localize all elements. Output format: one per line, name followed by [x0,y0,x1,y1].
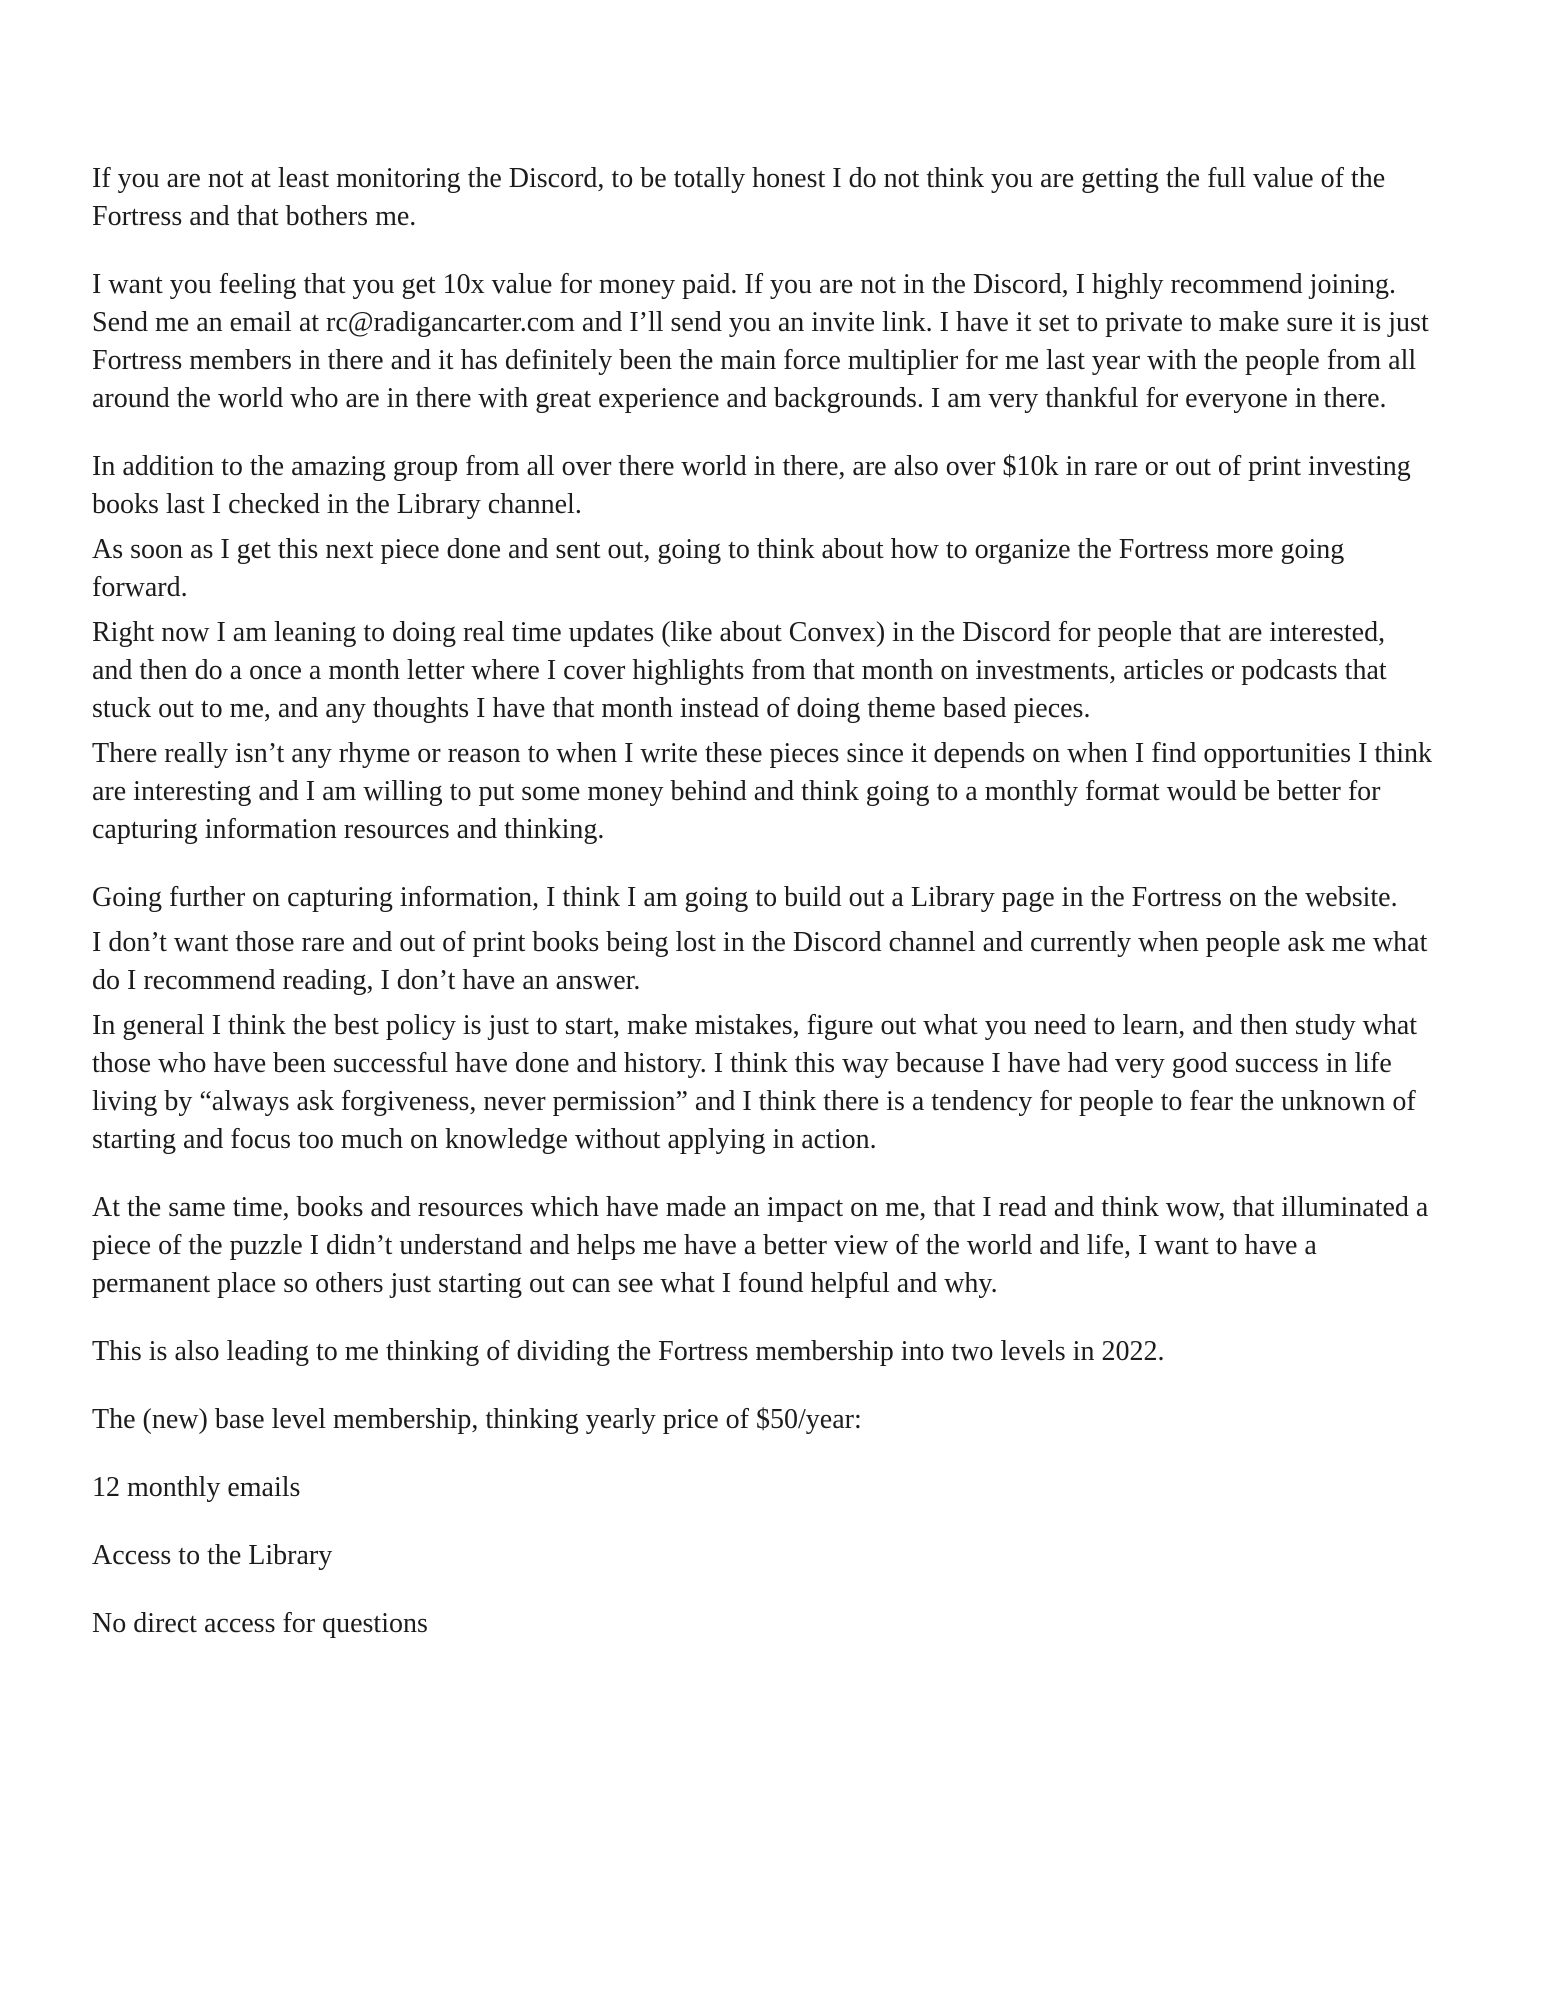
paragraph-1: If you are not at least monitoring the Discord, to be totally honest I do not think you are getting the full value of the Fortress and that bothers me. [92,163,1386,232]
paragraph-8: I don’t want those rare and out of print books being lost in the Discord channel and currently when people ask me what do I recommend reading, I don’t have an answer. [92,927,1428,996]
paragraph-13: 12 monthly emails [92,1472,301,1503]
paragraph-5: Right now I am leaning to doing real time updates (like about Convex) in the Discord for people that are interested, and then do a once a month letter where I cover highlights from that month on investments, articles or podcasts that stuck out to me, and any thoughts I have that month instead of doing theme based pieces. [92,617,1387,724]
paragraph-3: In addition to the amazing group from all over there world in there, are also over $10k in rare or out of print investing books last I checked in the Library channel. [92,451,1411,520]
paragraph-2: I want you feeling that you get 10x value for money paid. If you are not in the Discord, I highly recommend joining. Send me an email at rc@radigancarter.com and I’ll send you an invite link. I have it set to private to make sure it is just Fortress members in there and it has definitely been the main force multiplier for me last year with the people from all around the world who are in there with great experience and backgrounds. I am very thankful for everyone in there. [92,269,1429,414]
document-body [92,160,1432,1643]
paragraph-7: Going further on capturing information, I think I am going to build out a Library page in the Fortress on the website. [92,882,1398,913]
paragraph-14: Access to the Library [92,1540,333,1571]
paragraph-10: At the same time, books and resources which have made an impact on me, that I read and think wow, that illuminated a piece of the puzzle I didn’t understand and helps me have a better view of the world and life, I want to have a permanent place so others just starting out can see what I found helpful and why. [92,1192,1429,1299]
paragraph-12: The (new) base level membership, thinking yearly price of $50/year: [92,1404,862,1435]
paragraph-9: In general I think the best policy is just to start, make mistakes, figure out what you need to learn, and then study what those who have been successful have done and history. I think this way because I have had very good success in life living by “always ask forgiveness, never permission” and I think there is a tendency for people to fear the unknown of starting and focus too much on knowledge without applying in action. [92,1010,1418,1155]
paragraph-15: No direct access for questions [92,1608,428,1639]
paragraph-6: There really isn’t any rhyme or reason to when I write these pieces since it depends on when I find opportunities I think are interesting and I am willing to put some money behind and think going to a monthly format would be better for capturing information resources and thinking. [92,738,1432,845]
paragraph-11: This is also leading to me thinking of dividing the Fortress membership into two levels in 2022. [92,1336,1165,1367]
paragraph-4: As soon as I get this next piece done and sent out, going to think about how to organize the Fortress more going forward. [92,534,1345,603]
